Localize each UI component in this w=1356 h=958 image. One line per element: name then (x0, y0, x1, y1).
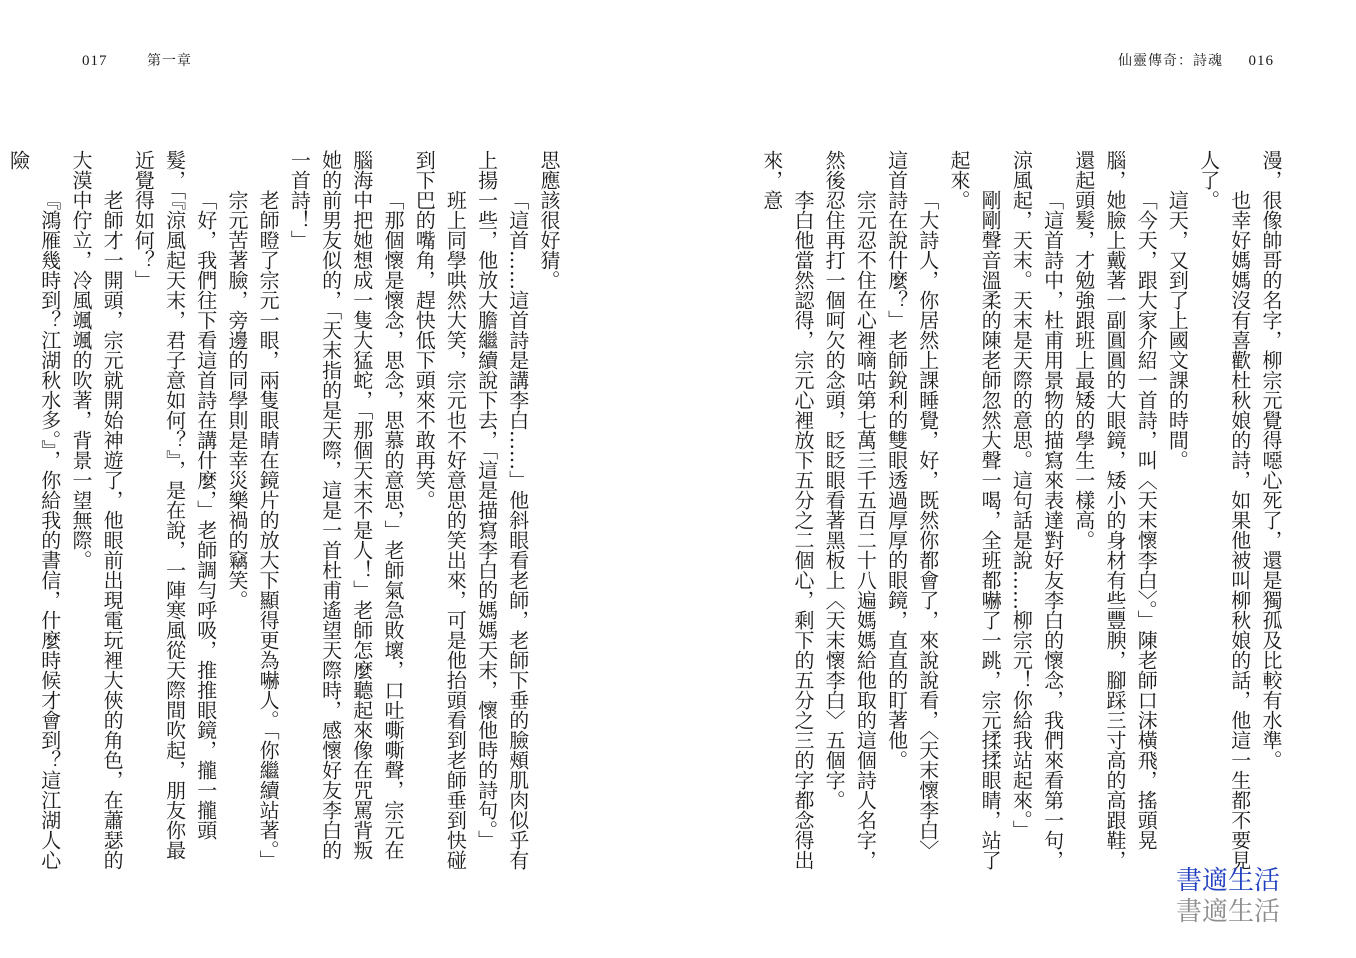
left-page-text (6, 150, 564, 870)
watermark-line-gray: 書適生活 (1176, 897, 1281, 927)
right-page-header (1118, 50, 1274, 70)
paragraph: 「這首……這首詩是講李白……」他斜眼看老師，老師下垂的臉頰肌肉似乎有上揚一些，他放大膽繼續說下去，「這是描寫李白的媽媽天末，懷他時的詩句。」 (474, 150, 530, 870)
right-page-number: 016 (1248, 53, 1274, 69)
paragraph: 老師瞪了宗元一眼，兩隻眼睛在鏡片的放大下顯得更為嚇人。「你繼續站著。」 (256, 190, 281, 870)
left-page-header (82, 50, 192, 70)
left-page-number: 017 (82, 53, 108, 69)
paragraph: 「好，我們往下看這首詩在講什麼，」老師調勻呼吸，推推眼鏡，攏一攏頭髮，「『涼風起天末，君子意如何？』，是在說，一陣寒風從天際間吹起，朋友你最近覺得如何？」 (131, 150, 218, 860)
paragraph: 宗元苦著臉，旁邊的同學則是幸災樂禍的竊笑。 (224, 190, 249, 610)
paragraph: 李白他當然認得，宗元心裡放下五分之二個心，剩下的五分之三的字都念得出來，意 (759, 150, 815, 870)
paragraph: 「這首詩中，杜甫用景物的描寫來表達對好友李白的懷念，我們來看第一句，涼風起，天末。天末是天際的意思。這句話是說……柳宗元！你給我站起來。」 (1009, 150, 1065, 870)
paragraph: 「今天，跟大家介紹一首詩，叫〈天末懷李白〉。」陳老師口沫橫飛，搖頭晃腦，她臉上戴著一副圓圓的大眼鏡，矮小的身材有些豐腴，腳踩三寸高的高跟鞋，還起頭髮，才勉強跟班上最矮的學生一樣高。 (1071, 150, 1159, 870)
paragraph: 老師才一開頭，宗元就開始神遊了，他眼前出現電玩裡大俠的角色，在蕭瑟的大漠中佇立，冷風颯颯的吹著，背景一望無際。 (68, 150, 125, 870)
paragraph: 思應該很好猜。 (537, 150, 561, 290)
paragraph: 漫，很像帥哥的名字，柳宗元覺得噁心死了，還是獨孤及比較有水準。 (1259, 150, 1283, 770)
publisher-watermark (1176, 866, 1280, 928)
chapter-title: 第一章 (146, 53, 192, 69)
paragraph: 宗元忍不住在心裡嘀咕第七萬三千五百二十八遍媽媽給他取的這個詩人名字，然後忍住再打一個呵欠的念頭，眨眨眼看著黑板上〈天末懷李白〉五個字。 (822, 150, 878, 870)
paragraph: 這天，又到了上國文課的時間。 (1165, 190, 1190, 470)
paragraph: 班上同學哄然大笑，宗元也不好意思的笑出來，可是他抬頭看到老師垂到快碰到下巴的嘴角，趕快低下頭來不敢再笑。 (412, 150, 468, 870)
paragraph: 「大詩人，你居然上課睡覺，好，既然你都會了，來說說看，〈天末懷李白〉這首詩在說什麼？」老師銳利的雙眼透過厚厚的眼鏡，直直的盯著他。 (884, 150, 940, 860)
paragraph: 也幸好媽媽沒有喜歡杜秋娘的詩，如果他被叫柳秋娘的話，他這一生都不要見人了。 (1196, 150, 1252, 870)
paragraph: 『鴻雁幾時到？江湖秋水多。』，你給我的書信，什麼時候才會到？這江湖人心險 (6, 150, 62, 870)
right-page-text (759, 150, 1286, 870)
paragraph: 「那個懷是懷念，思念，思慕的意思，」老師氣急敗壞，口吐嘶嘶聲，宗元在腦海中把她想成一隻大猛蛇，「那個天末不是人！」老師怎麼聽起來像在咒罵背叛她的前男友似的，「天末指的是天際，這是一首杜甫遙望天際時，感懷好友李白的一首詩！」 (287, 150, 405, 860)
watermark-line-blue: 書適生活 (1176, 866, 1281, 896)
paragraph: 剛剛聲音溫柔的陳老師忽然大聲一喝，全班都嚇了一跳，宗元揉揉眼睛，站了起來。 (946, 150, 1003, 870)
book-title: 仙靈傳奇：詩魂 (1118, 53, 1224, 69)
